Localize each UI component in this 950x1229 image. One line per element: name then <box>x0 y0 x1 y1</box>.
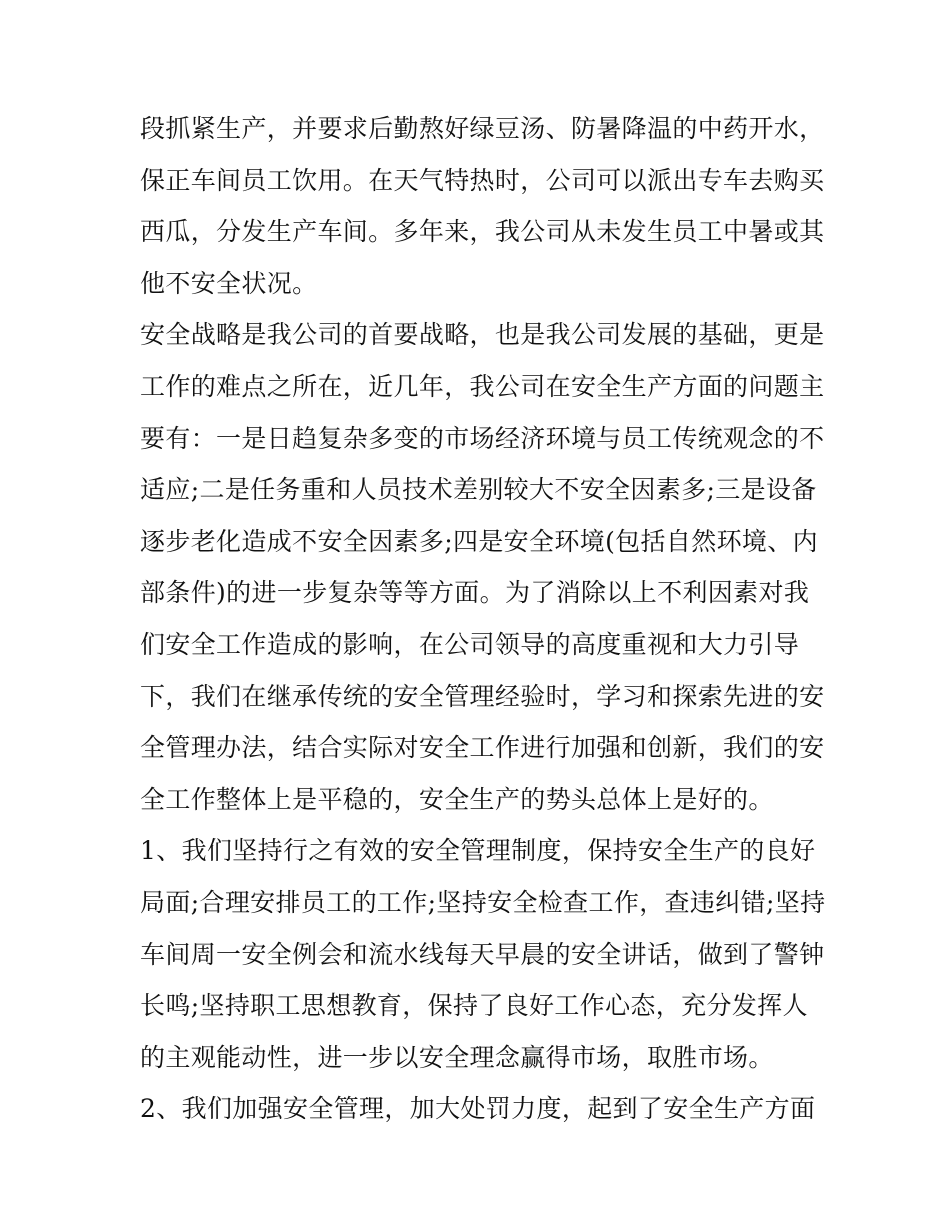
text-line: 下，我们在继承传统的安全管理经验时，学习和探索先进的安 <box>140 681 825 711</box>
text-line: 1、我们坚持行之有效的安全管理制度，保持安全生产的良好 <box>140 836 816 866</box>
text-line: 西瓜，分发生产车间。多年来，我公司从未发生员工中暑或其 <box>140 217 825 247</box>
text-line: 保正车间员工饮用。在天气特热时，公司可以派出专车去购买 <box>140 165 825 195</box>
text-line: 全管理办法，结合实际对安全工作进行加强和创新，我们的安 <box>140 733 825 763</box>
text-line: 工作的难点之所在，近几年，我公司在安全生产方面的问题主 <box>140 371 825 401</box>
text-line: 全工作整体上是平稳的，安全生产的势头总体上是好的。 <box>140 784 774 814</box>
text-line: 段抓紧生产，并要求后勤熬好绿豆汤、防暑降温的中药开水， <box>140 114 825 143</box>
text-line: 他不安全状况。 <box>140 268 318 298</box>
text-line: 车间周一安全例会和流水线每天早晨的安全讲话，做到了警钟 <box>140 939 825 969</box>
text-line: 逐步老化造成不安全因素多;四是安全环境(包括自然环境、内 <box>140 526 818 556</box>
text-line: 安全战略是我公司的首要战略，也是我公司发展的基础，更是 <box>140 320 825 350</box>
text-line: 的主观能动性，进一步以安全理念赢得市场，取胜市场。 <box>140 1042 774 1072</box>
text-line: 适应;二是任务重和人员技术差别较大不安全因素多;三是设备 <box>140 475 817 505</box>
text-line: 局面;合理安排员工的工作;坚持安全检查工作，查违纠错;坚持 <box>140 887 826 917</box>
text-line: 2、我们加强安全管理，加大处罚力度，起到了安全生产方面 <box>140 1094 816 1124</box>
text-line: 部条件)的进一步复杂等等方面。为了消除以上不利因素对我 <box>140 578 810 608</box>
text-line: 们安全工作造成的影响，在公司领导的高度重视和大力引导 <box>140 629 800 659</box>
text-line: 要有：一是日趋复杂多变的市场经济环境与员工传统观念的不 <box>140 423 825 453</box>
text-line: 长鸣;坚持职工思想教育，保持了良好工作心态，充分发挥人 <box>140 991 808 1021</box>
document-body <box>140 103 826 1135</box>
